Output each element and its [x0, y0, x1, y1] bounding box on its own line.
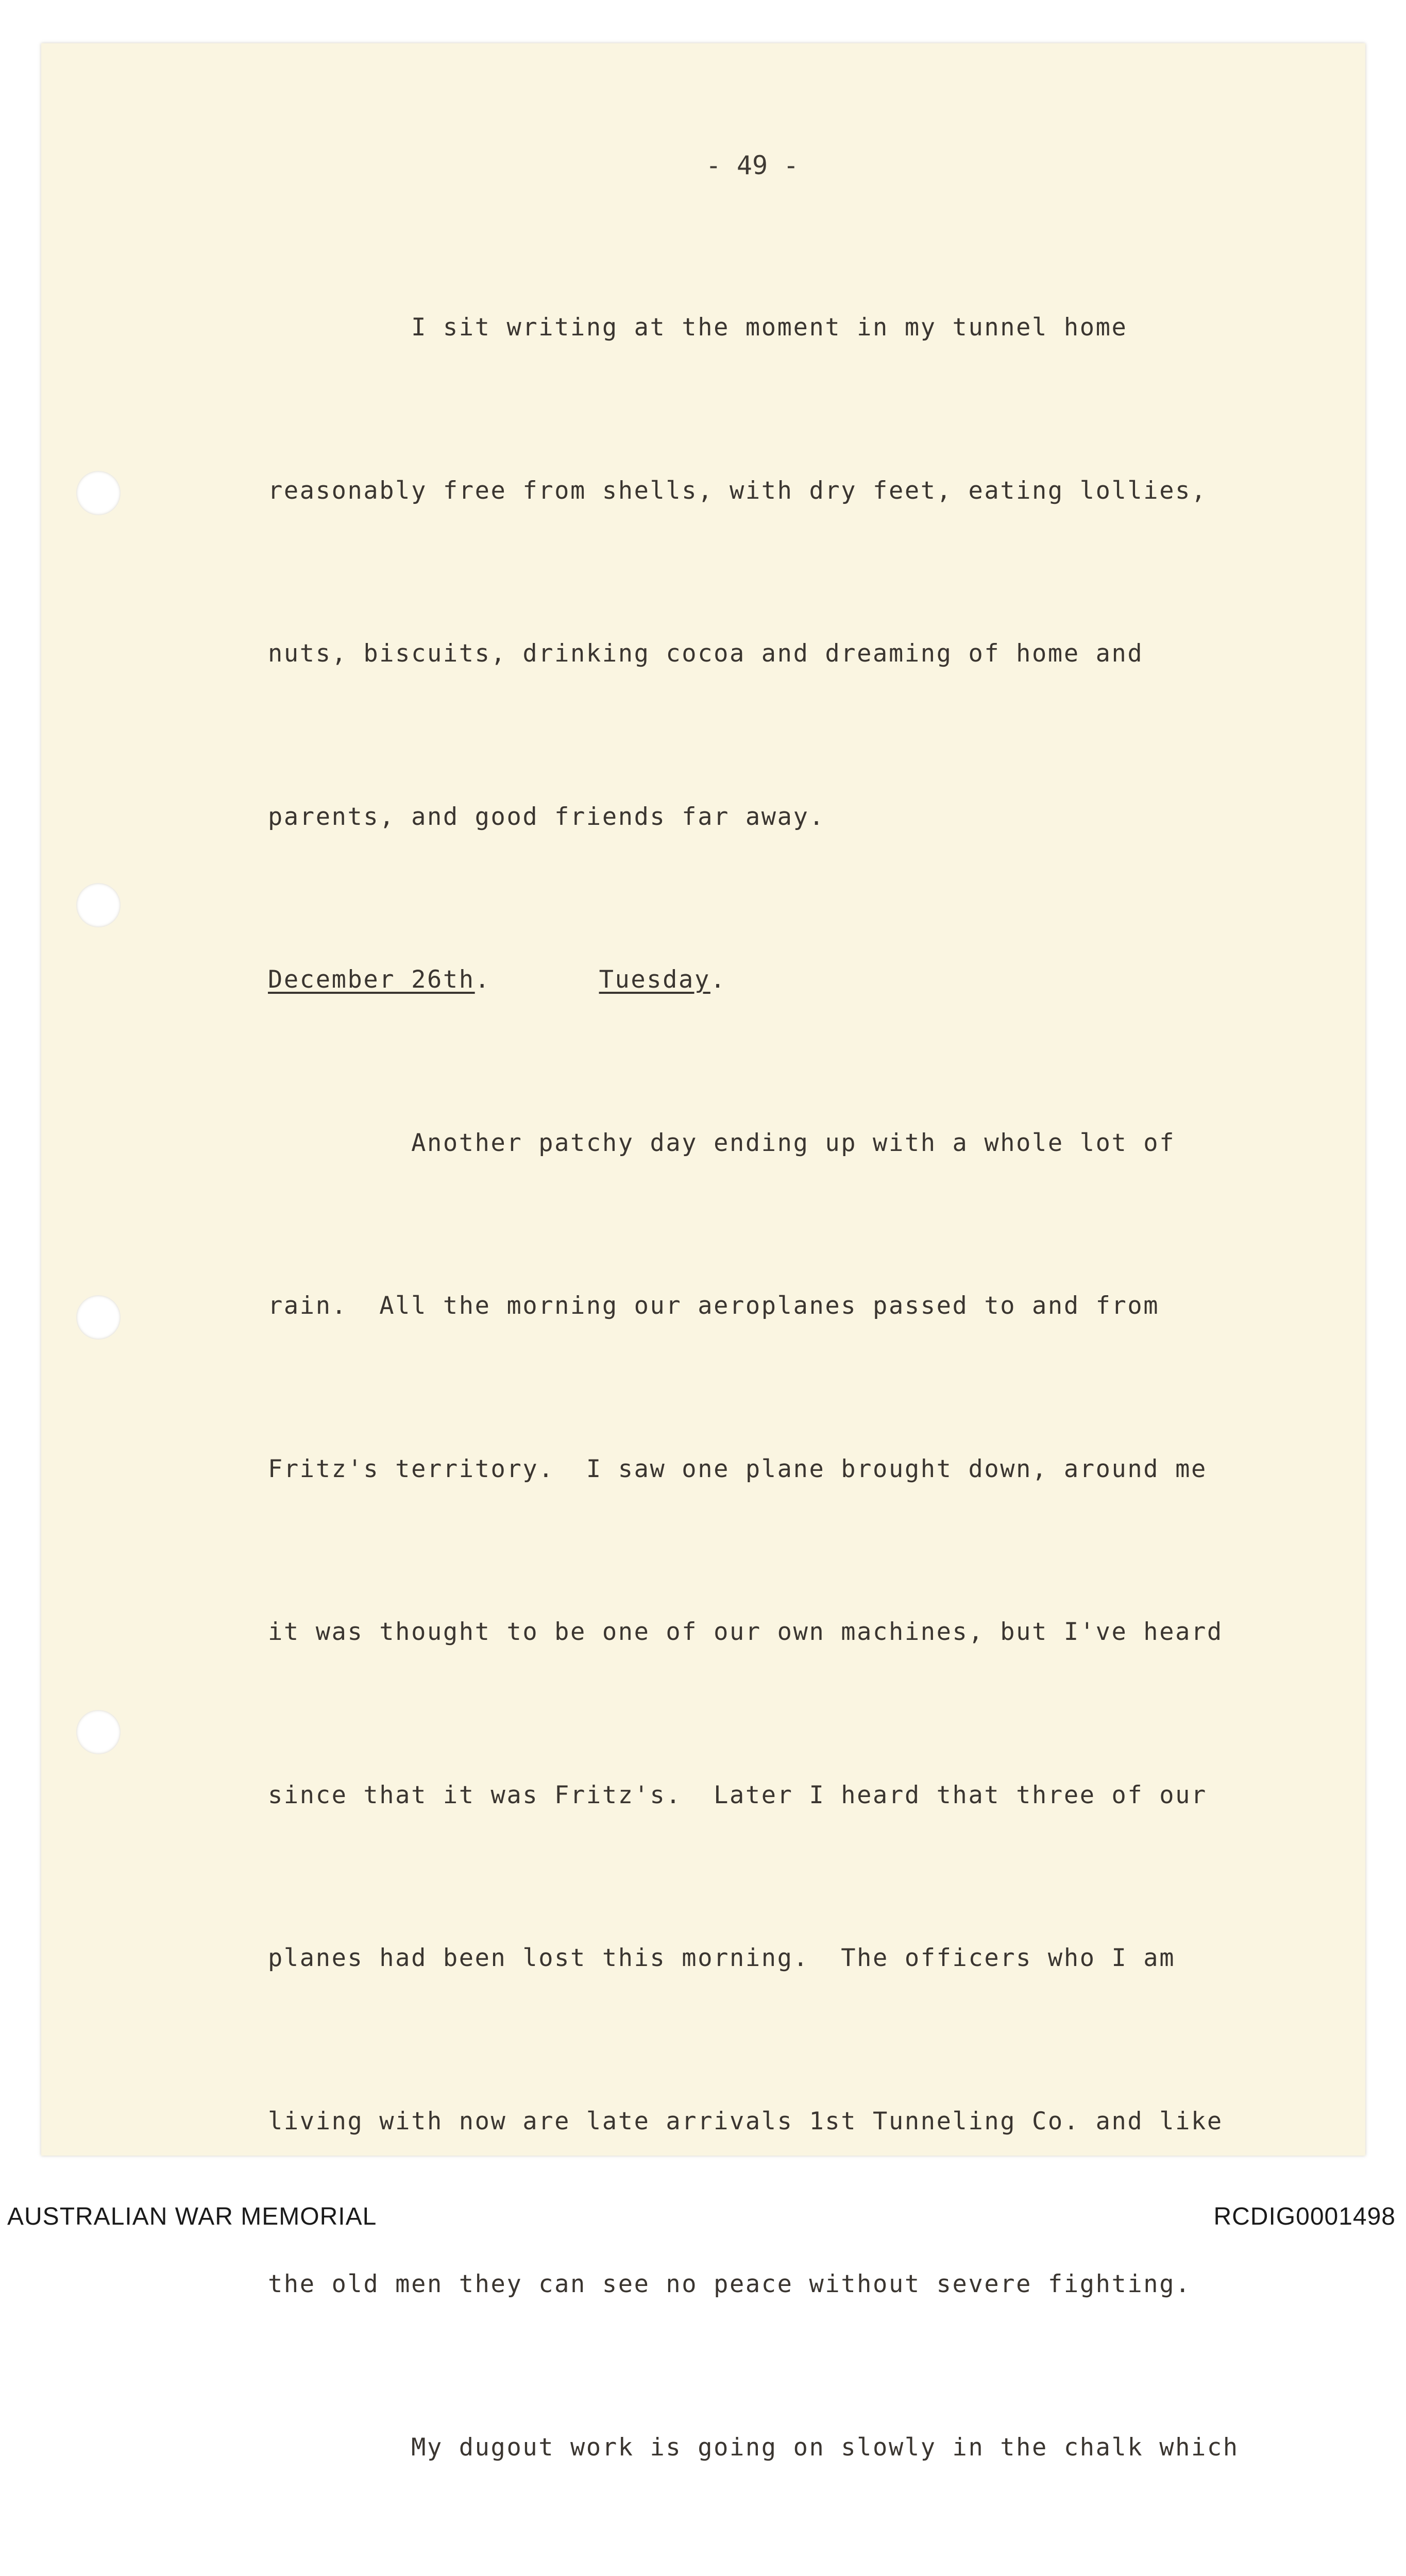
text-line: Fritz's territory. I saw one plane brought down, around me — [268, 1454, 1207, 1483]
binder-hole — [76, 1295, 121, 1340]
binder-hole — [76, 883, 121, 927]
text-line: it was thought to be one of our own machines, but I've heard — [268, 1618, 1223, 1646]
text-line: living with now are late arrivals 1st Tunneling Co. and like — [268, 2107, 1223, 2136]
binder-hole — [76, 471, 121, 515]
archive-credit: AUSTRALIAN WAR MEMORIAL — [7, 2203, 377, 2230]
entry-heading: December 26th. Tuesday. — [268, 965, 726, 994]
text-line: planes had been lost this morning. The officers who I am — [268, 1944, 1176, 1972]
text-line: nuts, biscuits, drinking cocoa and dreaming of home and — [268, 639, 1144, 668]
entry-date: December 26th — [268, 965, 475, 994]
text-line: the old men they can see no peace without severe fighting. — [268, 2270, 1191, 2298]
text-line: reasonably free from shells, with dry feet, eating lollies, — [268, 476, 1207, 505]
text-line: I sit writing at the moment in my tunnel home — [268, 313, 1128, 342]
diary-text — [268, 192, 1360, 2576]
entry-day: Tuesday — [599, 965, 710, 994]
text-line: My dugout work is going on slowly in the chalk which — [268, 2433, 1239, 2462]
archive-reference: RCDIG0001498 — [1213, 2203, 1396, 2230]
binder-hole — [76, 1710, 121, 1754]
page-number: - 49 - — [705, 150, 799, 180]
text-line: since that it was Fritz's. Later I heard that three of our — [268, 1781, 1207, 1809]
text-line: Another patchy day ending up with a whole lot of — [268, 1128, 1176, 1157]
text-line: parents, and good friends far away. — [268, 802, 825, 831]
text-line: rain. All the morning our aeroplanes passed to and from — [268, 1292, 1160, 1320]
